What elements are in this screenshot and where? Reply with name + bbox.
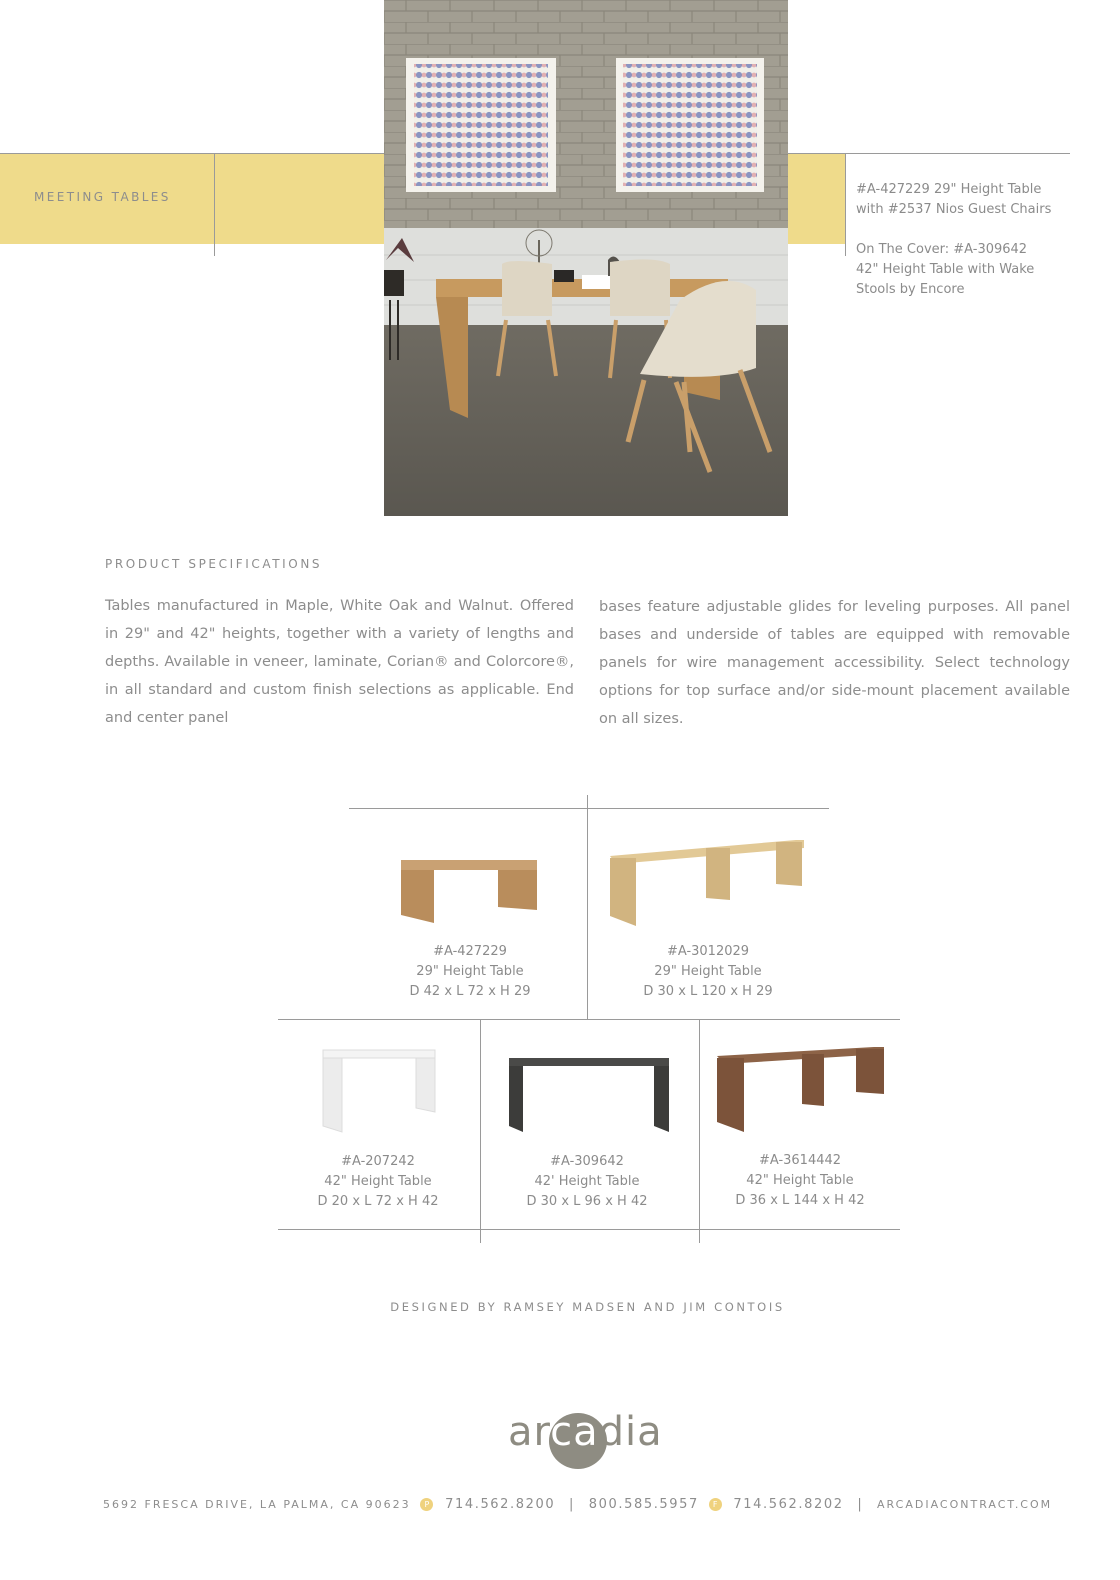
product-code: #A-427229 xyxy=(433,944,507,959)
product-image-maple-table xyxy=(606,836,806,928)
hero-photo xyxy=(384,0,788,516)
product-caption xyxy=(598,942,818,1002)
fax-icon: F xyxy=(709,1498,722,1511)
product-code: #A-3614442 xyxy=(758,1153,842,1168)
grid-line xyxy=(587,795,588,1020)
product-code: #A-309642 xyxy=(550,1154,624,1169)
caption-line: #A-427229 29" Height Table xyxy=(856,182,1042,197)
product-dims: D 30 x L 120 x H 29 xyxy=(643,984,773,999)
specs-text-col-2: bases feature adjustable glides for leveling purposes. All panel bases and underside of tables are equipped with removable panels for wire management accessibility. Select technology options for top surface and/or side-mount placement available on all sizes. xyxy=(599,599,1070,727)
product-height: 42' Height Table xyxy=(534,1174,640,1189)
brand-logo xyxy=(508,1409,663,1455)
logo-text-part: ca xyxy=(550,1409,599,1455)
photo-caption xyxy=(856,180,1056,300)
product-dims: D 30 x L 96 x H 42 xyxy=(526,1194,648,1209)
product-caption xyxy=(268,1152,488,1212)
product-height: 42" Height Table xyxy=(746,1173,854,1188)
product-height: 29" Height Table xyxy=(416,964,524,979)
phone-icon: P xyxy=(420,1498,433,1511)
grid-line xyxy=(278,1229,900,1230)
product-caption xyxy=(477,1152,697,1212)
footer-separator: | xyxy=(569,1497,575,1512)
section-title: MEETING TABLES xyxy=(34,190,171,204)
designer-credit: DESIGNED BY RAMSEY MADSEN AND JIM CONTOIS xyxy=(390,1300,785,1314)
product-code: #A-3012029 xyxy=(666,944,750,959)
product-code: #A-207242 xyxy=(341,1154,415,1169)
logo-text-part: ar xyxy=(508,1409,551,1455)
meeting-room-illustration xyxy=(384,0,788,516)
product-dims: D 20 x L 72 x H 42 xyxy=(317,1194,439,1209)
header-divider-right xyxy=(845,153,846,256)
product-image-black-table xyxy=(506,1054,672,1134)
product-height: 29" Height Table xyxy=(654,964,762,979)
footer-website-link[interactable]: ARCADIACONTRACT.COM xyxy=(877,1498,1053,1511)
caption-line xyxy=(856,220,1056,240)
product-image-white-table xyxy=(320,1046,440,1134)
product-image-oak-table xyxy=(398,855,542,927)
product-dims: D 42 x L 72 x H 29 xyxy=(409,984,531,999)
caption-line: Stools by Encore xyxy=(856,282,965,297)
grid-line xyxy=(278,1019,900,1020)
logo-text-part: dia xyxy=(598,1409,663,1455)
caption-line: On The Cover: #A-309642 xyxy=(856,242,1028,257)
product-dims: D 36 x L 144 x H 42 xyxy=(735,1193,865,1208)
footer-address: 5692 FRESCA DRIVE, LA PALMA, CA 90623 xyxy=(103,1498,411,1511)
specs-heading: PRODUCT SPECIFICATIONS xyxy=(105,557,323,571)
footer-contact xyxy=(103,1497,1083,1512)
header-band-right xyxy=(786,153,846,244)
footer-phone[interactable]: 714.562.8200 xyxy=(445,1497,556,1512)
header-divider-left xyxy=(214,153,215,256)
product-caption xyxy=(360,942,580,1002)
specs-text-col-1: Tables manufactured in Maple, White Oak and Walnut. Offered in 29" and 42" heights, together with a variety of lengths and depths. Available in veneer, laminate, Corian® and Colorcore®, in all standard and custom finish selections as applicable. End and center panel xyxy=(105,598,574,726)
product-image-walnut-table xyxy=(714,1044,888,1134)
product-caption xyxy=(690,1151,910,1211)
caption-line: with #2537 Nios Guest Chairs xyxy=(856,202,1052,217)
grid-line xyxy=(349,808,829,809)
footer-fax: 714.562.8202 xyxy=(733,1497,844,1512)
product-height: 42" Height Table xyxy=(324,1174,432,1189)
footer-separator: | xyxy=(857,1497,864,1512)
footer-tollfree[interactable]: 800.585.5957 xyxy=(588,1497,699,1512)
caption-line: 42" Height Table with Wake xyxy=(856,262,1035,277)
